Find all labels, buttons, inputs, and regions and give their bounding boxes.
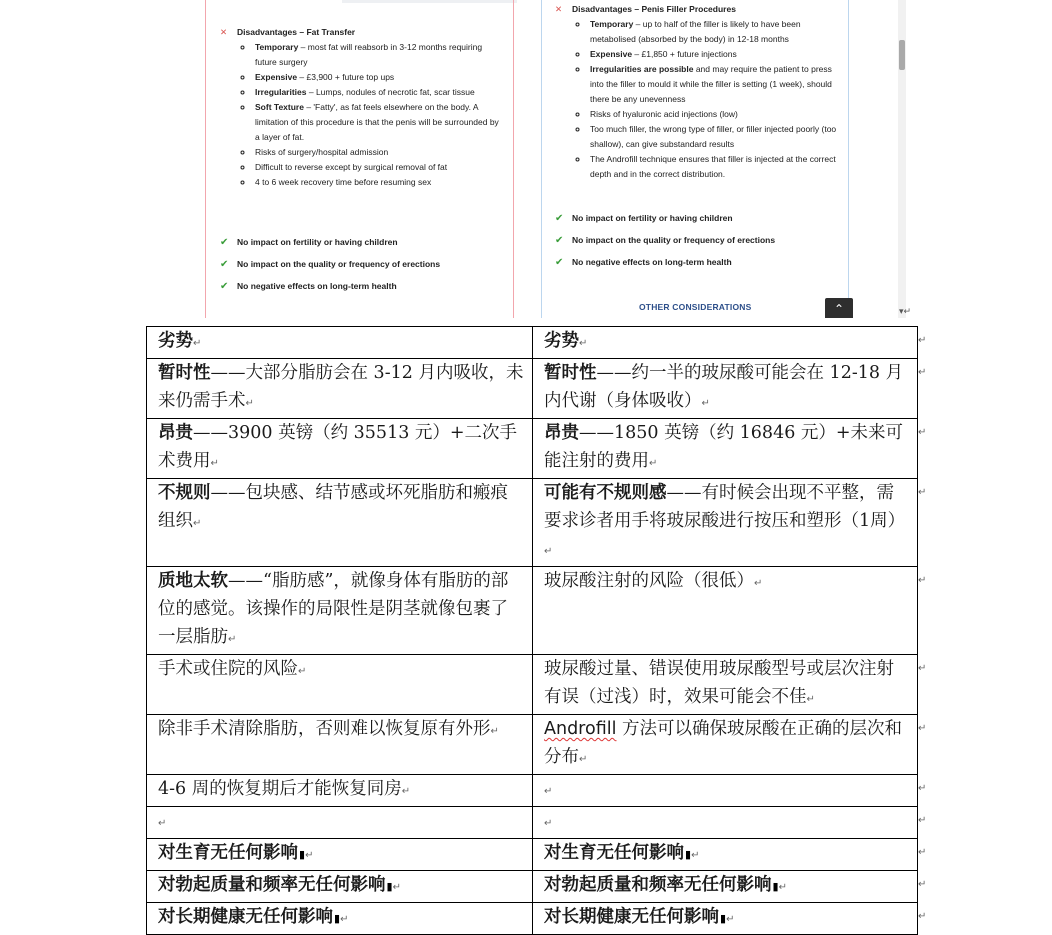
filler-list	[555, 17, 840, 182]
format-mark-icon: ▮	[685, 848, 692, 861]
cell-bold: 暂时性	[158, 363, 211, 383]
list-item-text: Risks of hyaluronic acid injections (low)	[590, 109, 738, 119]
cell-text: ——约一半的玻尿酸可能会在 12-18 月内代谢（身体吸收）	[544, 363, 904, 411]
other-considerations-heading: OTHER CONSIDERATIONS	[639, 302, 752, 312]
paragraph-mark-icon: ↵	[918, 334, 927, 346]
check-icon: ✔	[555, 234, 564, 246]
check-icon: ✔	[220, 280, 229, 292]
table-cell	[533, 479, 918, 567]
paragraph-mark-icon: ↵	[649, 458, 658, 469]
cell-text	[544, 719, 902, 767]
list-item-text: Too much filler, the wrong type of filler, or filler injected poorly (too shallow), can give substandard results	[590, 124, 837, 149]
table-row	[147, 479, 918, 567]
filler-disadvantages	[555, 2, 840, 182]
advantage-row	[220, 231, 440, 253]
table-cell	[533, 715, 918, 775]
table-cell	[147, 479, 533, 567]
cell-bold: 质地太软	[158, 571, 228, 591]
table-row	[147, 419, 918, 479]
cell-text: ——大部分脂肪会在 3-12 月内吸收，未来仍需手术	[158, 363, 524, 411]
list-item-text: Difficult to reverse except by surgical removal of fat	[255, 162, 448, 172]
cell-text: 手术或住院的风险	[158, 659, 298, 679]
cell-bold: 劣势	[544, 331, 579, 351]
paragraph-mark-icon: ↵	[544, 546, 553, 557]
cell-bold: 对勃起质量和频率无任何影响	[544, 875, 772, 895]
paragraph-mark-icon: ↵	[579, 754, 588, 765]
list-item	[253, 40, 505, 70]
paragraph-mark-icon: ↵	[490, 726, 499, 737]
list-item-text: – most fat will reabsorb in 3-12 months requiring future surgery	[255, 42, 483, 67]
list-item	[588, 122, 840, 152]
advantage-row	[220, 253, 440, 275]
paragraph-mark-icon: ↵	[918, 722, 927, 734]
cross-icon: ✕	[555, 4, 563, 14]
check-icon: ✔	[220, 258, 229, 270]
paragraph-mark-icon: ↵	[918, 486, 927, 498]
cell-text: 除非手术清除脂肪，否则难以恢复原有外形	[158, 719, 491, 739]
paragraph-mark-icon: ↵	[298, 666, 307, 677]
paragraph-mark-icon: ↵	[918, 878, 927, 890]
list-item	[253, 100, 505, 145]
cell-text: ——“脂肪感”，就像身体有脂肪的部位的感觉。该操作的局限性是阴茎就像包裹了一层脂肪	[158, 571, 509, 647]
paragraph-mark-icon: ↵	[918, 426, 927, 438]
list-item-text: 4 to 6 week recovery time before resuming sex	[255, 177, 432, 187]
cell-text: ——有时候会出现不平整，需要求诊者用手将玻尿酸进行按压和塑形（1周）	[544, 483, 906, 531]
advantage-text: No impact on the quality or frequency of erections	[572, 235, 776, 245]
tab-strip	[342, 0, 517, 3]
paragraph-mark-icon: ↵	[918, 366, 927, 378]
table-cell	[147, 871, 533, 903]
cell-text: ——包块感、结节感或坏死脂肪和瘢痕组织	[158, 483, 508, 531]
format-mark-icon: ▮	[772, 880, 779, 893]
cell-bold: 可能有不规则感	[544, 483, 667, 503]
scrollbar-thumb[interactable]	[899, 40, 905, 70]
advantage-text: No negative effects on long-term health	[572, 257, 732, 267]
format-mark-icon: ▮	[386, 880, 393, 893]
list-item	[253, 85, 505, 100]
spellcheck-word: Androfill	[544, 719, 617, 739]
table-cell	[147, 903, 533, 935]
table-cell	[533, 359, 918, 419]
advantage-row	[555, 229, 775, 251]
cell-text: ——1850 英镑（约 16846 元）+未来可能注射的费用	[544, 423, 904, 471]
table-row	[147, 567, 918, 655]
table-row	[147, 327, 918, 359]
table-row	[147, 655, 918, 715]
paragraph-mark-icon: ↵	[918, 782, 927, 794]
cell-bold: 劣势	[158, 331, 193, 351]
cell-bold: 对勃起质量和频率无任何影响	[158, 875, 386, 895]
advantage-text: No impact on the quality or frequency of erections	[237, 259, 441, 269]
list-item	[588, 152, 840, 182]
list-item-text: – up to half of the filler is likely to have been metabolised (absorbed by the body) in 12-18 months	[590, 19, 801, 44]
cell-text: 玻尿酸过量、错误使用玻尿酸型号或层次注射有误（过浅）时，效果可能会不佳	[544, 659, 894, 707]
table-cell	[147, 327, 533, 359]
table-cell	[147, 775, 533, 807]
paragraph-mark-icon: ↵	[392, 882, 401, 893]
cell-text: 4-6 周的恢复期后才能恢复同房	[158, 779, 402, 799]
cell-text-rest: 方法可以确保玻尿酸在正确的层次和分布	[544, 719, 902, 767]
fat-transfer-heading-row	[220, 25, 505, 40]
paragraph-mark-icon: ↵	[579, 338, 588, 349]
paragraph-mark-icon: ↵	[228, 634, 237, 645]
paragraph-mark-icon: ↵	[806, 694, 815, 705]
list-item	[253, 160, 505, 175]
cross-icon: ✕	[220, 27, 228, 37]
table-cell	[533, 871, 918, 903]
table-cell	[147, 807, 533, 839]
table-cell	[147, 567, 533, 655]
list-item-text: – Lumps, nodules of necrotic fat, scar tissue	[306, 87, 475, 97]
list-item-bold: Irregularities	[255, 87, 307, 97]
check-icon: ✔	[220, 236, 229, 248]
paragraph-mark-icon: ↵	[918, 574, 927, 586]
paragraph-mark-icon: ▾↵	[899, 307, 912, 317]
list-item	[253, 175, 505, 190]
paragraph-mark-icon: ↵	[158, 818, 167, 829]
table-cell	[147, 839, 533, 871]
list-item-text: Risks of surgery/hospital admission	[255, 147, 389, 157]
list-item-text: – £3,900 + future top ups	[297, 72, 395, 82]
cell-bold: 暂时性	[544, 363, 597, 383]
embedded-web-screenshot	[157, 0, 906, 318]
list-item	[588, 47, 840, 62]
paragraph-mark-icon: ↵	[544, 818, 553, 829]
table-cell	[533, 839, 918, 871]
list-item-text: and may require the patient to press into the filler to mould it while the filler is setting (1 week), should there be any unevenness	[590, 64, 832, 104]
filler-heading: Disadvantages – Penis Filler Procedures	[572, 4, 736, 14]
check-icon: ✔	[555, 212, 564, 224]
table-row	[147, 807, 918, 839]
right-panel-border	[541, 0, 542, 318]
table-cell	[533, 655, 918, 715]
paragraph-mark-icon: ↵	[918, 662, 927, 674]
list-item-bold: Expensive	[255, 72, 298, 82]
paragraph-mark-icon: ↵	[918, 846, 927, 858]
advantage-row	[555, 251, 775, 273]
table-cell	[147, 359, 533, 419]
paragraph-mark-icon: ↵	[193, 338, 202, 349]
list-item-bold: Soft Texture	[255, 102, 304, 112]
cell-bold: 对生育无任何影响	[158, 843, 298, 863]
format-mark-icon: ▮	[720, 912, 727, 925]
list-item	[588, 17, 840, 47]
advantage-text: No negative effects on long-term health	[237, 281, 397, 291]
paragraph-mark-icon: ↵	[340, 914, 349, 925]
fat-transfer-list	[220, 40, 505, 190]
list-item-bold: Temporary	[590, 19, 634, 29]
paragraph-mark-icon: ↵	[754, 578, 763, 589]
cell-bold: 不规则	[158, 483, 211, 503]
table-row	[147, 903, 918, 935]
paragraph-mark-icon: ↵	[193, 518, 202, 529]
format-mark-icon: ▮	[334, 912, 341, 925]
table-cell	[533, 327, 918, 359]
table-cell	[533, 775, 918, 807]
scroll-to-top-button[interactable]	[825, 298, 853, 318]
fat-transfer-disadvantages	[220, 25, 505, 190]
list-item-text: The Androfill technique ensures that filler is injected at the correct depth and in the correct distribution.	[590, 154, 836, 179]
table-row	[147, 715, 918, 775]
table-cell	[147, 715, 533, 775]
list-item-bold: Irregularities are possible	[590, 64, 694, 74]
paragraph-mark-icon: ↵	[401, 786, 411, 797]
list-item-text: – £1,850 + future injections	[632, 49, 737, 59]
filler-heading-row	[555, 2, 840, 17]
table-cell	[147, 655, 533, 715]
list-item	[253, 70, 505, 85]
left-panel-border	[205, 0, 206, 318]
table-cell	[533, 807, 918, 839]
table-cell	[533, 903, 918, 935]
paragraph-mark-icon: ↵	[691, 850, 700, 861]
paragraph-mark-icon: ↵	[778, 882, 787, 893]
cell-bold: 对长期健康无任何影响	[158, 907, 333, 927]
cell-bold: 昂贵	[544, 423, 579, 443]
advantage-text: No impact on fertility or having children	[572, 213, 733, 223]
right-panel-border-right	[848, 0, 849, 318]
list-item-bold: Expensive	[590, 49, 633, 59]
paragraph-mark-icon: ↵	[544, 786, 553, 797]
list-item-bold: Temporary	[255, 42, 299, 52]
table-row	[147, 775, 918, 807]
format-mark-icon: ▮	[299, 848, 306, 861]
table-cell	[533, 567, 918, 655]
chevron-up-icon: ⌃	[833, 302, 845, 316]
cell-bold: 对生育无任何影响	[544, 843, 684, 863]
cell-bold: 昂贵	[158, 423, 193, 443]
table-cell	[147, 419, 533, 479]
cell-text: ——3900 英镑（约 35513 元）+二次手术费用	[158, 423, 518, 471]
list-item-text: – 'Fatty', as fat feels elsewhere on the body. A limitation of this procedure is that the penis will be surrounded by a layer of fat.	[255, 102, 499, 142]
paragraph-mark-icon: ↵	[305, 850, 314, 861]
paragraph-mark-icon: ↵	[245, 398, 254, 409]
list-item	[588, 62, 840, 107]
table-row	[147, 839, 918, 871]
cell-bold: 对长期健康无任何影响	[544, 907, 719, 927]
comparison-table	[146, 326, 918, 935]
list-item	[588, 107, 840, 122]
filler-advantages	[555, 207, 775, 273]
fat-transfer-heading: Disadvantages – Fat Transfer	[237, 27, 356, 37]
paragraph-mark-icon: ↵	[918, 814, 927, 826]
fat-transfer-advantages	[220, 231, 440, 297]
paragraph-mark-icon: ↵	[918, 910, 927, 922]
list-item	[253, 145, 505, 160]
table-cell	[533, 419, 918, 479]
paragraph-mark-icon: ↵	[701, 398, 710, 409]
paragraph-mark-icon: ↵	[210, 458, 219, 469]
cell-text: 玻尿酸注射的风险（很低）	[544, 571, 754, 591]
paragraph-mark-icon: ↵	[726, 914, 735, 925]
advantage-row	[555, 207, 775, 229]
advantage-row	[220, 275, 440, 297]
advantage-text: No impact on fertility or having children	[237, 237, 398, 247]
table-row	[147, 359, 918, 419]
table-row	[147, 871, 918, 903]
check-icon: ✔	[555, 256, 564, 268]
left-panel-border-right	[513, 0, 514, 318]
